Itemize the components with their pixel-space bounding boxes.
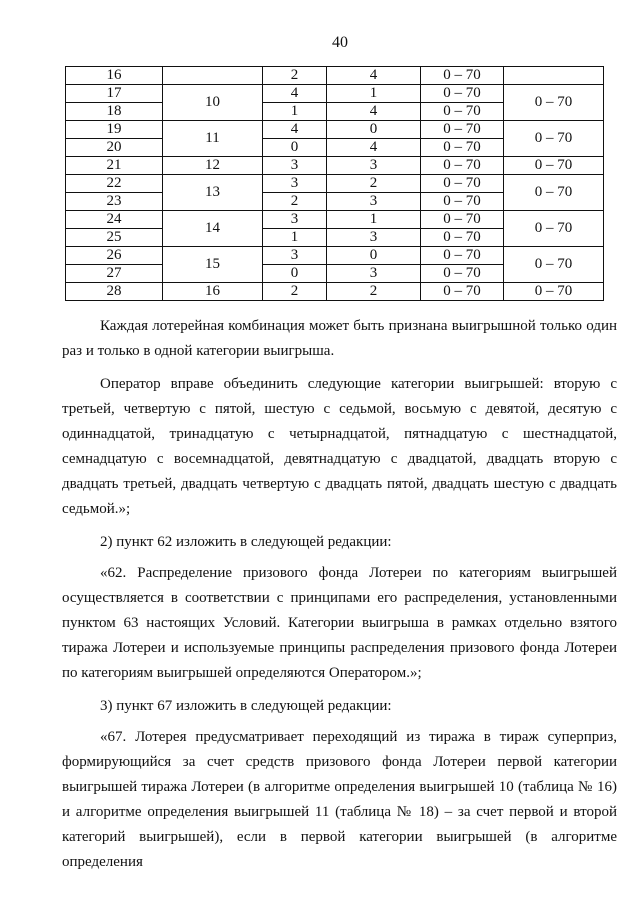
table-cell: 4 [263, 85, 327, 103]
table-cell: 19 [66, 121, 163, 139]
table-cell: 3 [263, 211, 327, 229]
table-cell: 0 – 70 [504, 175, 604, 211]
table-cell: 0 [263, 265, 327, 283]
table-cell: 0 – 70 [421, 103, 504, 121]
table-cell: 0 – 70 [504, 121, 604, 157]
table-cell: 14 [163, 211, 263, 247]
table-cell: 0 – 70 [421, 121, 504, 139]
table-cell: 0 [263, 139, 327, 157]
paragraph: 2) пункт 62 изложить в следующей редакции: [100, 534, 392, 550]
table-cell: 2 [263, 67, 327, 85]
table-cell: 15 [163, 247, 263, 283]
table-cell: 0 – 70 [421, 283, 504, 301]
table-cell: 0 [327, 121, 421, 139]
table-cell: 0 – 70 [504, 157, 604, 175]
table-cell: 0 – 70 [421, 265, 504, 283]
paragraph: Оператор вправе объединить следующие категории выигрышей: вторую с третьей, четвертую с пятой, шестую с седьмой, восьмую с девятой, десятую с одиннадцатой, тринадцатую с четырнадцатой, пятнадцатую с шестнадцатой, семнадцатую с восемнадцатой, девятнадцатую с двадцатой, двадцать вторую с двадцать третьей, двадцать четвертую с двадцать пятой, двадцать шестую с двадцать седьмой.»; [62, 376, 617, 517]
table-cell: 4 [263, 121, 327, 139]
table-cell: 27 [66, 265, 163, 283]
body-text [62, 314, 617, 883]
table-row [66, 247, 604, 265]
table-row [66, 85, 604, 103]
table-cell: 4 [327, 67, 421, 85]
table-cell: 0 – 70 [421, 175, 504, 193]
table-row [66, 121, 604, 139]
table-cell: 3 [327, 229, 421, 247]
table-cell: 0 – 70 [504, 283, 604, 301]
table-cell: 0 – 70 [421, 67, 504, 85]
table-cell: 3 [263, 157, 327, 175]
table-cell: 2 [327, 175, 421, 193]
table-cell: 3 [327, 157, 421, 175]
table-row [66, 67, 604, 85]
table-cell: 0 – 70 [504, 211, 604, 247]
table-cell: 1 [263, 103, 327, 121]
table-cell: 17 [66, 85, 163, 103]
table-cell: 28 [66, 283, 163, 301]
table-cell: 0 – 70 [421, 85, 504, 103]
table-cell: 0 – 70 [421, 193, 504, 211]
paragraph: Каждая лотерейная комбинация может быть признана выигрышной только один раз и только в одной категории выигрыша. [62, 318, 617, 359]
table-cell: 13 [163, 175, 263, 211]
table-cell: 24 [66, 211, 163, 229]
table-cell: 23 [66, 193, 163, 211]
table-cell: 2 [263, 193, 327, 211]
table-cell: 3 [327, 193, 421, 211]
table-cell: 12 [163, 157, 263, 175]
table-cell: 26 [66, 247, 163, 265]
table-cell: 18 [66, 103, 163, 121]
paragraph: «62. Распределение призового фонда Лотереи по категориям выигрышей осуществляется в соответствии с принципами его распределения, установленными пунктом 63 настоящих Условий. Категории выигрыша в рамках отдельно взятого тиража Лотереи и используемые принципы распределения призового фонда Лотереи по категориям выигрышей определяются Оператором.»; [62, 565, 617, 681]
table-cell: 4 [327, 139, 421, 157]
table-cell [163, 67, 263, 85]
table-cell: 16 [163, 283, 263, 301]
table-cell: 3 [263, 247, 327, 265]
table-cell: 0 – 70 [421, 247, 504, 265]
table-cell: 3 [263, 175, 327, 193]
table-cell: 0 – 70 [421, 157, 504, 175]
table-row [66, 211, 604, 229]
table-cell: 1 [327, 85, 421, 103]
table-cell: 0 – 70 [504, 85, 604, 121]
table-cell: 0 – 70 [421, 139, 504, 157]
table-row [66, 175, 604, 193]
table-cell: 21 [66, 157, 163, 175]
table-cell: 20 [66, 139, 163, 157]
table-row [66, 157, 604, 175]
table-cell: 0 – 70 [421, 229, 504, 247]
table-cell: 2 [263, 283, 327, 301]
table-cell: 4 [327, 103, 421, 121]
table-cell: 10 [163, 85, 263, 121]
table-cell: 22 [66, 175, 163, 193]
table-cell: 0 – 70 [504, 247, 604, 283]
paragraph: «67. Лотерея предусматривает переходящий из тиража в тираж суперприз, формирующийся за счет средств призового фонда Лотереи первой категории выигрышей тиража Лотереи (в алгоритме определения выигрышей 10 (таблица № 16) и алгоритме определения выигрышей 11 (таблица № 18) – за счет первой и второй категорий выигрышей), если в первой категории выигрышей (в алгоритме определения [62, 729, 617, 870]
page-number: 40 [332, 34, 348, 51]
table-cell: 3 [327, 265, 421, 283]
table-cell: 25 [66, 229, 163, 247]
table-cell: 0 [327, 247, 421, 265]
paragraph: 3) пункт 67 изложить в следующей редакции: [100, 698, 392, 714]
table-cell: 0 – 70 [421, 211, 504, 229]
prize-category-table [65, 66, 604, 301]
table-cell: 1 [263, 229, 327, 247]
table-cell [504, 67, 604, 85]
table-cell: 2 [327, 283, 421, 301]
table-cell: 1 [327, 211, 421, 229]
table-row [66, 283, 604, 301]
table-cell: 16 [66, 67, 163, 85]
table-cell: 11 [163, 121, 263, 157]
